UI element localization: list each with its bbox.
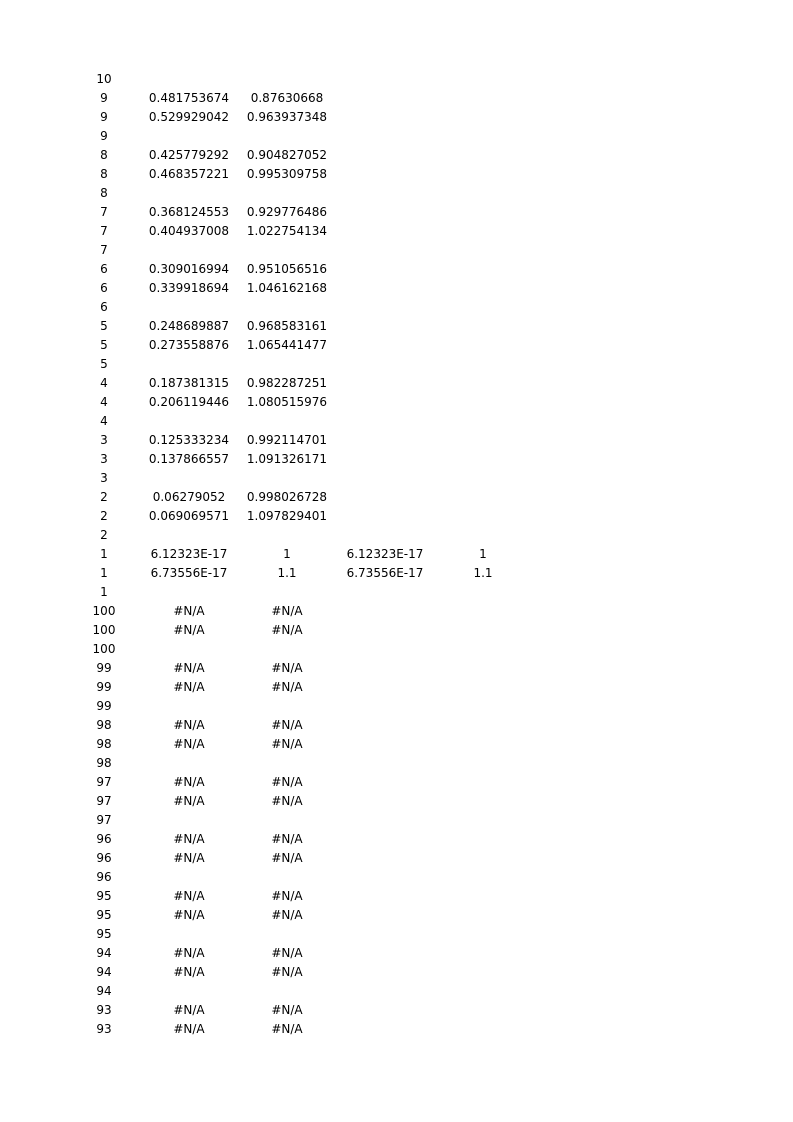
value-cell: #N/A <box>271 661 303 675</box>
row-index-cell: 10 <box>96 72 112 86</box>
value-cell: 1 <box>283 547 291 561</box>
value-cell: #N/A <box>173 908 205 922</box>
row-index-cell: 5 <box>100 357 108 371</box>
table-row <box>0 621 793 640</box>
table-row <box>0 944 793 963</box>
value-cell: #N/A <box>271 737 303 751</box>
value-cell: 0.992114701 <box>246 433 328 447</box>
value-cell: #N/A <box>271 946 303 960</box>
table-row <box>0 811 793 830</box>
table-row <box>0 754 793 773</box>
table-row <box>0 317 793 336</box>
table-row <box>0 849 793 868</box>
value-cell: 0.995309758 <box>246 167 328 181</box>
table-row <box>0 735 793 754</box>
table-row <box>0 659 793 678</box>
value-cell: 0.125333234 <box>148 433 230 447</box>
row-index-cell: 4 <box>100 414 108 428</box>
table-row <box>0 697 793 716</box>
value-cell: #N/A <box>173 1022 205 1036</box>
table-row <box>0 203 793 222</box>
table-row <box>0 279 793 298</box>
value-cell: #N/A <box>271 623 303 637</box>
row-index-cell: 2 <box>100 509 108 523</box>
value-cell: #N/A <box>173 718 205 732</box>
table-row <box>0 906 793 925</box>
value-cell: #N/A <box>173 604 205 618</box>
table-row <box>0 792 793 811</box>
row-index-cell: 8 <box>100 186 108 200</box>
row-index-cell: 3 <box>100 433 108 447</box>
table-row <box>0 526 793 545</box>
row-index-cell: 3 <box>100 452 108 466</box>
row-index-cell: 5 <box>100 338 108 352</box>
row-index-cell: 3 <box>100 471 108 485</box>
row-index-cell: 100 <box>92 642 116 656</box>
value-cell: 1.022754134 <box>246 224 328 238</box>
value-cell: #N/A <box>271 889 303 903</box>
row-index-cell: 98 <box>96 737 112 751</box>
row-index-cell: 94 <box>96 965 112 979</box>
row-index-cell: 93 <box>96 1003 112 1017</box>
table-row <box>0 108 793 127</box>
table-row <box>0 1020 793 1039</box>
table-row <box>0 507 793 526</box>
table-row <box>0 469 793 488</box>
table-row <box>0 336 793 355</box>
value-cell: #N/A <box>271 718 303 732</box>
row-index-cell: 98 <box>96 718 112 732</box>
value-cell: 0.248689887 <box>148 319 230 333</box>
table-row <box>0 184 793 203</box>
table-row <box>0 640 793 659</box>
value-cell: 0.137866557 <box>148 452 230 466</box>
row-index-cell: 1 <box>100 566 108 580</box>
value-cell: #N/A <box>271 680 303 694</box>
value-cell: #N/A <box>173 737 205 751</box>
table-row <box>0 450 793 469</box>
table-row <box>0 564 793 583</box>
row-index-cell: 99 <box>96 661 112 675</box>
table-row <box>0 488 793 507</box>
table-row <box>0 222 793 241</box>
value-cell: 0.951056516 <box>246 262 328 276</box>
table-row <box>0 925 793 944</box>
row-index-cell: 99 <box>96 680 112 694</box>
row-index-cell: 6 <box>100 300 108 314</box>
value-cell: #N/A <box>271 794 303 808</box>
table-row <box>0 773 793 792</box>
table-row <box>0 393 793 412</box>
row-index-cell: 5 <box>100 319 108 333</box>
table-row <box>0 602 793 621</box>
value-cell: #N/A <box>271 851 303 865</box>
value-cell: 0.339918694 <box>148 281 230 295</box>
value-cell: #N/A <box>271 775 303 789</box>
table-row <box>0 241 793 260</box>
value-cell: #N/A <box>173 946 205 960</box>
row-index-cell: 4 <box>100 395 108 409</box>
value-cell: #N/A <box>173 680 205 694</box>
value-cell: 1.091326171 <box>246 452 328 466</box>
row-index-cell: 95 <box>96 927 112 941</box>
value-cell: #N/A <box>173 794 205 808</box>
value-cell: 0.963937348 <box>246 110 328 124</box>
value-cell: 0.425779292 <box>148 148 230 162</box>
value-cell: 0.309016994 <box>148 262 230 276</box>
row-index-cell: 1 <box>100 585 108 599</box>
row-index-cell: 1 <box>100 547 108 561</box>
value-cell: 1.1 <box>473 566 493 580</box>
table-row <box>0 70 793 89</box>
value-cell: 0.404937008 <box>148 224 230 238</box>
table-row <box>0 165 793 184</box>
table-row <box>0 868 793 887</box>
table-row <box>0 146 793 165</box>
value-cell: 6.12323E-17 <box>346 547 424 561</box>
row-index-cell: 7 <box>100 224 108 238</box>
row-index-cell: 9 <box>100 110 108 124</box>
row-index-cell: 6 <box>100 262 108 276</box>
value-cell: #N/A <box>173 623 205 637</box>
table-row <box>0 260 793 279</box>
value-cell: #N/A <box>173 851 205 865</box>
table-row <box>0 716 793 735</box>
table-row <box>0 127 793 146</box>
row-index-cell: 6 <box>100 281 108 295</box>
value-cell: #N/A <box>271 1022 303 1036</box>
value-cell: 1.097829401 <box>246 509 328 523</box>
row-index-cell: 96 <box>96 832 112 846</box>
value-cell: 6.12323E-17 <box>150 547 228 561</box>
value-cell: 0.468357221 <box>148 167 230 181</box>
table-row <box>0 678 793 697</box>
value-cell: 0.929776486 <box>246 205 328 219</box>
table-row <box>0 887 793 906</box>
row-index-cell: 97 <box>96 813 112 827</box>
table-row <box>0 963 793 982</box>
table-row <box>0 89 793 108</box>
value-cell: #N/A <box>271 832 303 846</box>
value-cell: 0.206119446 <box>148 395 230 409</box>
row-index-cell: 97 <box>96 794 112 808</box>
value-cell: 0.968583161 <box>246 319 328 333</box>
value-cell: #N/A <box>271 1003 303 1017</box>
row-index-cell: 9 <box>100 129 108 143</box>
value-cell: 0.87630668 <box>250 91 324 105</box>
row-index-cell: 96 <box>96 851 112 865</box>
row-index-cell: 100 <box>92 604 116 618</box>
table-row <box>0 1001 793 1020</box>
table-row <box>0 412 793 431</box>
row-index-cell: 2 <box>100 490 108 504</box>
row-index-cell: 93 <box>96 1022 112 1036</box>
value-cell: 0.481753674 <box>148 91 230 105</box>
row-index-cell: 100 <box>92 623 116 637</box>
table-row <box>0 545 793 564</box>
table-row <box>0 830 793 849</box>
row-index-cell: 97 <box>96 775 112 789</box>
value-cell: 0.904827052 <box>246 148 328 162</box>
table-row <box>0 982 793 1001</box>
value-cell: 1.065441477 <box>246 338 328 352</box>
value-cell: 1 <box>479 547 487 561</box>
value-cell: #N/A <box>271 965 303 979</box>
value-cell: 1.080515976 <box>246 395 328 409</box>
row-index-cell: 9 <box>100 91 108 105</box>
value-cell: #N/A <box>173 1003 205 1017</box>
row-index-cell: 8 <box>100 148 108 162</box>
value-cell: 0.06279052 <box>152 490 226 504</box>
value-cell: #N/A <box>271 604 303 618</box>
value-cell: 6.73556E-17 <box>150 566 228 580</box>
value-cell: #N/A <box>173 832 205 846</box>
table-row <box>0 298 793 317</box>
table-row <box>0 374 793 393</box>
value-cell: 0.982287251 <box>246 376 328 390</box>
row-index-cell: 2 <box>100 528 108 542</box>
value-cell: 0.187381315 <box>148 376 230 390</box>
row-index-cell: 7 <box>100 243 108 257</box>
row-index-cell: 95 <box>96 889 112 903</box>
value-cell: #N/A <box>271 908 303 922</box>
row-index-cell: 94 <box>96 946 112 960</box>
row-index-cell: 94 <box>96 984 112 998</box>
value-cell: #N/A <box>173 889 205 903</box>
spreadsheet-page <box>0 70 793 1039</box>
table-row <box>0 431 793 450</box>
value-cell: 0.998026728 <box>246 490 328 504</box>
value-cell: 0.368124553 <box>148 205 230 219</box>
value-cell: 0.273558876 <box>148 338 230 352</box>
value-cell: 0.529929042 <box>148 110 230 124</box>
value-cell: 1.1 <box>277 566 297 580</box>
row-index-cell: 4 <box>100 376 108 390</box>
row-index-cell: 98 <box>96 756 112 770</box>
value-cell: #N/A <box>173 775 205 789</box>
row-index-cell: 96 <box>96 870 112 884</box>
row-index-cell: 99 <box>96 699 112 713</box>
table-row <box>0 583 793 602</box>
value-cell: #N/A <box>173 661 205 675</box>
value-cell: 6.73556E-17 <box>346 566 424 580</box>
value-cell: 0.069069571 <box>148 509 230 523</box>
table-row <box>0 355 793 374</box>
value-cell: #N/A <box>173 965 205 979</box>
row-index-cell: 8 <box>100 167 108 181</box>
row-index-cell: 95 <box>96 908 112 922</box>
value-cell: 1.046162168 <box>246 281 328 295</box>
row-index-cell: 7 <box>100 205 108 219</box>
